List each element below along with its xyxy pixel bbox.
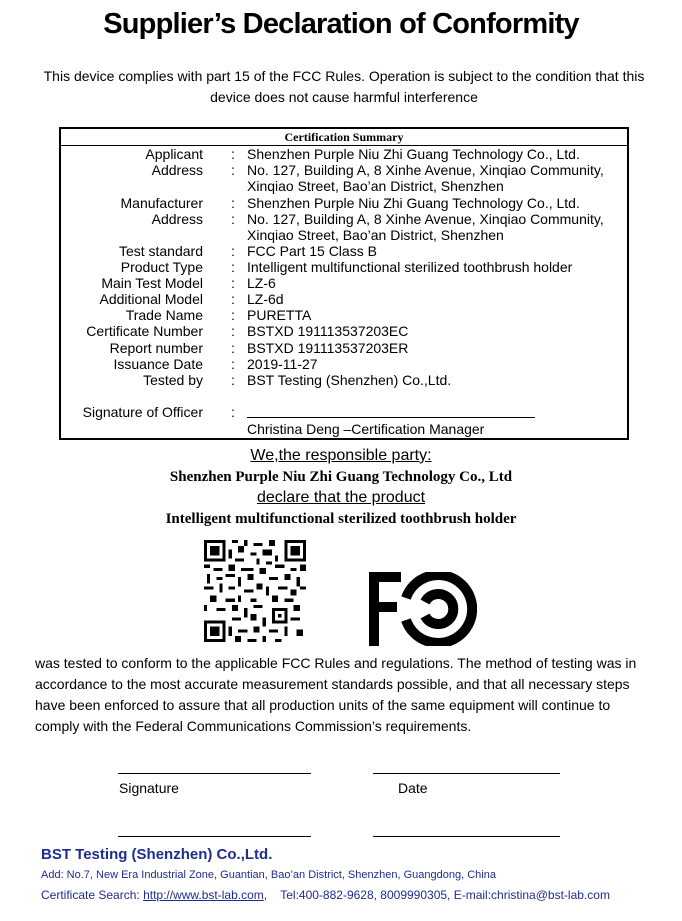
- row-value: Shenzhen Purple Niu Zhi Guang Technology Co., Ltd.: [247, 195, 580, 211]
- row-value: PURETTA: [247, 307, 312, 323]
- intro-text: This device complies with part 15 of the FCC Rules. Operation is subject to the condition that this device does not cause harmful interference: [43, 68, 645, 105]
- row-value: No. 127, Building A, 8 Xinhe Avenue, Xinqiao Community,: [247, 211, 604, 227]
- signature-line-2[interactable]: [118, 836, 311, 837]
- signature-label: Signature: [119, 780, 179, 796]
- row-value: BST Testing (Shenzhen) Co.,Ltd.: [247, 372, 452, 388]
- row-label: Certificate Number: [86, 323, 203, 339]
- officer-signature-line: [247, 404, 535, 418]
- footer-address: Add: No.7, New Era Industrial Zone, Guantian, Bao’an District, Shenzhen, Guangdong, China: [41, 869, 496, 881]
- row-colon: :: [231, 211, 235, 227]
- footer-certificate-search: [41, 888, 610, 902]
- row-label: Applicant: [145, 146, 203, 162]
- document-title: Supplier’s Declaration of Conformity: [103, 8, 579, 40]
- officer-name: Christina Deng –Certification Manager: [247, 421, 485, 437]
- row-label: Main Test Model: [101, 275, 203, 291]
- row-colon: :: [231, 162, 235, 178]
- row-label: Tested by: [143, 372, 203, 388]
- row-colon: :: [231, 372, 235, 388]
- row-value: LZ-6d: [247, 291, 284, 307]
- row-label: Address: [151, 211, 203, 227]
- row-colon: :: [231, 275, 235, 291]
- row-colon: :: [231, 146, 235, 162]
- product-name: Intelligent multifunctional sterilized toothbrush holder: [165, 511, 517, 527]
- date-line[interactable]: [373, 773, 560, 774]
- date-label: Date: [398, 780, 428, 796]
- row-value: Shenzhen Purple Niu Zhi Guang Technology Co., Ltd.: [247, 146, 580, 162]
- summary-heading: Certification Summary: [284, 130, 404, 144]
- footer-contact: , Tel:400-882-9628, 8009990305, E-mail:christina@bst-lab.com: [263, 888, 610, 902]
- row-value: LZ-6: [247, 275, 276, 291]
- qr-code-icon: [204, 540, 306, 642]
- row-label: Report number: [109, 340, 203, 356]
- row-label: Trade Name: [125, 307, 203, 323]
- row-colon: :: [231, 291, 235, 307]
- signature-line[interactable]: [118, 773, 311, 774]
- row-colon: :: [231, 243, 235, 259]
- fcc-logo-icon: [369, 572, 477, 646]
- row-colon: :: [231, 404, 235, 420]
- date-line-2[interactable]: [373, 836, 560, 837]
- row-colon: :: [231, 259, 235, 275]
- row-colon: :: [231, 307, 235, 323]
- row-value: Intelligent multifunctional sterilized toothbrush holder: [247, 259, 573, 275]
- website-link[interactable]: http://www.bst-lab.com: [143, 888, 264, 902]
- row-label: Test standard: [118, 243, 203, 259]
- certification-summary: [59, 127, 629, 440]
- row-value: BSTXD 191113537203ER: [247, 340, 409, 356]
- responsible-party-label: We,the responsible party:: [250, 447, 432, 464]
- row-colon: :: [231, 323, 235, 339]
- footer-company-name: BST Testing (Shenzhen) Co.,Ltd.: [41, 846, 273, 863]
- declare-label: declare that the product: [256, 489, 426, 506]
- row-value: FCC Part 15 Class B: [247, 243, 377, 259]
- row-label: Issuance Date: [113, 356, 203, 372]
- row-value: No. 127, Building A, 8 Xinhe Avenue, Xinqiao Community,: [247, 162, 604, 178]
- row-value: Xinqiao Street, Bao’an District, Shenzhen: [247, 178, 504, 194]
- row-colon: :: [231, 340, 235, 356]
- conformity-statement: was tested to conform to the applicable FCC Rules and regulations. The method of testing was in accordance to the most accurate measurement standards possible, and that all necessary steps have been enforced to assure that all production units of the same equipment will continue to comply with the Federal Communications Commission’s requirements.: [35, 655, 637, 734]
- row-colon: :: [231, 356, 235, 372]
- row-colon: :: [231, 195, 235, 211]
- row-label: Manufacturer: [120, 195, 203, 211]
- responsible-company: Shenzhen Purple Niu Zhi Guang Technology Co., Ltd: [169, 469, 513, 485]
- row-label: Additional Model: [99, 291, 203, 307]
- row-value: BSTXD 191113537203EC: [247, 323, 409, 339]
- row-label: Product Type: [120, 259, 203, 275]
- row-label: Address: [151, 162, 203, 178]
- certificate-search-label: Certificate Search:: [41, 888, 140, 902]
- row-label: Signature of Officer: [82, 404, 203, 420]
- row-value: Xinqiao Street, Bao’an District, Shenzhen: [247, 227, 504, 243]
- row-value: 2019-11-27: [247, 356, 318, 372]
